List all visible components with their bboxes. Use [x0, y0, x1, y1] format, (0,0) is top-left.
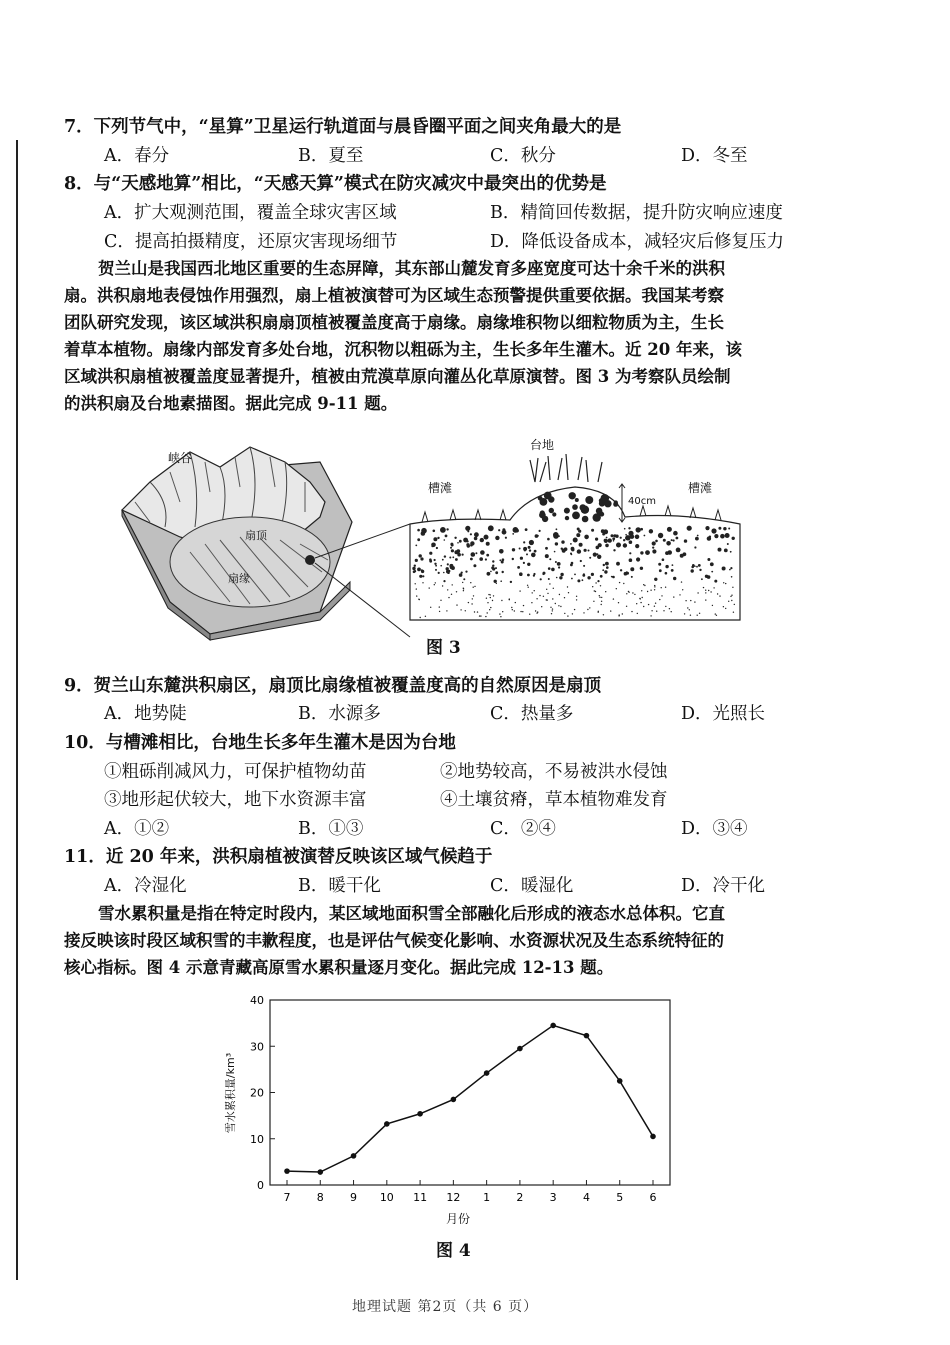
passage2-line: 接反映该时段区域积雪的丰歉程度，也是评估气候变化影响、水资源状况及生态系统特征的: [64, 931, 724, 950]
figure-4-caption: 图 4: [436, 1241, 471, 1261]
q10-option-d: D．③④: [681, 819, 748, 839]
question-7-stem: 7．下列节气中，“星算”卫星运行轨道面与晨昏圈平面之间夹角最大的是: [64, 117, 622, 137]
data-point: [650, 1134, 656, 1140]
x-tick-label: 7: [283, 1191, 291, 1204]
label-fan-top: 扇顶: [245, 529, 267, 542]
q9-option-d: D．光照长: [681, 704, 766, 724]
x-tick-label: 6: [649, 1191, 657, 1204]
q11-option-b: B．暖干化: [298, 876, 381, 896]
passage2-line: 核心指标。图 4 示意青藏高原雪水累积量逐月变化。据此完成 12-13 题。: [64, 958, 614, 977]
y-tick-label: 10: [250, 1132, 264, 1146]
q8-option-a: A．扩大观测范围，覆盖全球灾害区域: [104, 203, 397, 223]
data-point: [584, 1033, 590, 1039]
series-line: [287, 1025, 653, 1172]
x-tick-label: 12: [446, 1191, 461, 1204]
passage1-line: 贺兰山是我国西北地区重要的生态屏障，其东部山麓发育多座宽度可达十余千米的洪积: [98, 259, 725, 278]
data-point: [351, 1153, 357, 1159]
shrub-icons: [530, 454, 602, 482]
q7-option-b: B．夏至: [298, 146, 364, 166]
q10-item-4: ④土壤贫瘠，草本植物难发育: [440, 790, 668, 810]
q10-option-b: B．①③: [298, 819, 364, 839]
question-11-stem: 11．近 20 年来，洪积扇植被演替反映该区域气候趋于: [64, 847, 493, 867]
y-tick-label: 30: [250, 1040, 264, 1054]
q9-option-c: C．热量多: [490, 704, 574, 724]
q8-option-c: C．提高拍摄精度，还原灾害现场细节: [104, 232, 398, 252]
x-tick-label: 10: [379, 1191, 394, 1204]
q10-option-a: A．①②: [104, 819, 170, 839]
q7-option-a: A．春分: [104, 146, 170, 166]
q11-option-c: C．暖湿化: [490, 876, 574, 896]
x-tick-label: 5: [616, 1191, 624, 1204]
y-tick-label: 20: [250, 1086, 264, 1100]
binding-margin-line: [16, 140, 18, 1280]
data-point: [284, 1168, 290, 1174]
x-tick-label: 4: [582, 1191, 590, 1204]
figure-3-caption: 图 3: [426, 638, 461, 658]
x-tick-label: 11: [413, 1191, 428, 1204]
y-tick-label: 0: [257, 1179, 264, 1192]
x-tick-label: 9: [350, 1191, 358, 1204]
terrace-cross-section: [410, 437, 740, 620]
plot-frame: [270, 1000, 670, 1185]
figure-3-alluvial-fan-sketch: [110, 432, 750, 642]
q10-item-1: ①粗砾削减风力，可保护植物幼苗: [104, 762, 367, 782]
page-footer: 地理试题 第2页（共 6 页）: [352, 1299, 539, 1315]
passage1-line: 扇。洪积扇地表侵蚀作用强烈，扇上植被演替可为区域生态预警提供重要依据。我国某考察: [64, 286, 724, 305]
passage1-line: 的洪积扇及台地素描图。据此完成 9-11 题。: [64, 394, 398, 413]
label-fan-edge: 扇缘: [228, 572, 250, 585]
q9-option-a: A．地势陡: [104, 704, 187, 724]
question-9-stem: 9．贺兰山东麓洪积扇区，扇顶比扇缘植被覆盖度高的自然原因是扇顶: [64, 676, 602, 696]
label-trough-right: 槽滩: [688, 481, 713, 495]
passage1-line: 区域洪积扇植被覆盖度显著提升，植被由荒漠草原向灌丛化草原演替。图 3 为考察队员绘制: [64, 367, 731, 386]
data-point: [517, 1046, 523, 1052]
label-terrace: 台地: [530, 438, 555, 452]
passage1-line: 着草本植物。扇缘内部发育多处台地，沉积物以粗砾为主，生长多年生灌木。近 20 年来，该: [64, 340, 742, 359]
q8-option-b: B．精简回传数据，提升防灾响应速度: [490, 203, 783, 223]
question-10-stem: 10．与槽滩相比，台地生长多年生灌木是因为台地: [64, 733, 456, 753]
label-height-40cm: 40cm: [628, 496, 656, 507]
x-tick-label: 2: [516, 1191, 524, 1204]
question-8-stem: 8．与“天感地算”相比，“天感天算”模式在防灾减灾中最突出的优势是: [64, 174, 607, 194]
q7-option-d: D．冬至: [681, 146, 748, 166]
q9-option-b: B．水源多: [298, 704, 381, 724]
label-canyon: 峡谷: [168, 451, 193, 465]
x-tick-label: 1: [483, 1191, 491, 1204]
y-tick-label: 40: [250, 994, 264, 1007]
label-trough-left: 槽滩: [428, 481, 453, 495]
q10-option-c: C．②④: [490, 819, 556, 839]
figure-4-snow-water-chart: [220, 995, 680, 1235]
passage-snow-water: [64, 900, 854, 981]
q7-option-c: C．秋分: [490, 146, 556, 166]
data-point: [484, 1070, 490, 1076]
fan-block-diagram: [122, 447, 410, 640]
data-point: [550, 1023, 556, 1029]
q11-option-a: A．冷湿化: [104, 876, 187, 896]
data-point: [451, 1097, 457, 1103]
passage-helan-mountain: [64, 255, 854, 417]
q8-option-d: D．降低设备成本，减轻灾后修复压力: [490, 232, 785, 252]
x-tick-label: 3: [549, 1191, 557, 1204]
x-tick-label: 8: [316, 1191, 324, 1204]
q11-option-d: D．冷干化: [681, 876, 766, 896]
data-point: [317, 1169, 323, 1175]
data-point: [617, 1078, 623, 1084]
q10-item-2: ②地势较高，不易被洪水侵蚀: [440, 762, 668, 782]
data-point: [384, 1121, 390, 1127]
y-axis-label: 雪水累积量/km³: [224, 1052, 237, 1134]
passage2-line: 雪水累积量是指在特定时段内，某区域地面积雪全部融化后形成的液态水总体积。它直: [98, 904, 725, 923]
data-point: [417, 1111, 423, 1117]
x-axis-label: 月份: [445, 1212, 471, 1226]
passage1-line: 团队研究发现，该区域洪积扇扇顶植被覆盖度高于扇缘。扇缘堆积物以细粒物质为主，生长: [64, 313, 724, 332]
q10-item-3: ③地形起伏较大，地下水资源丰富: [104, 790, 367, 810]
